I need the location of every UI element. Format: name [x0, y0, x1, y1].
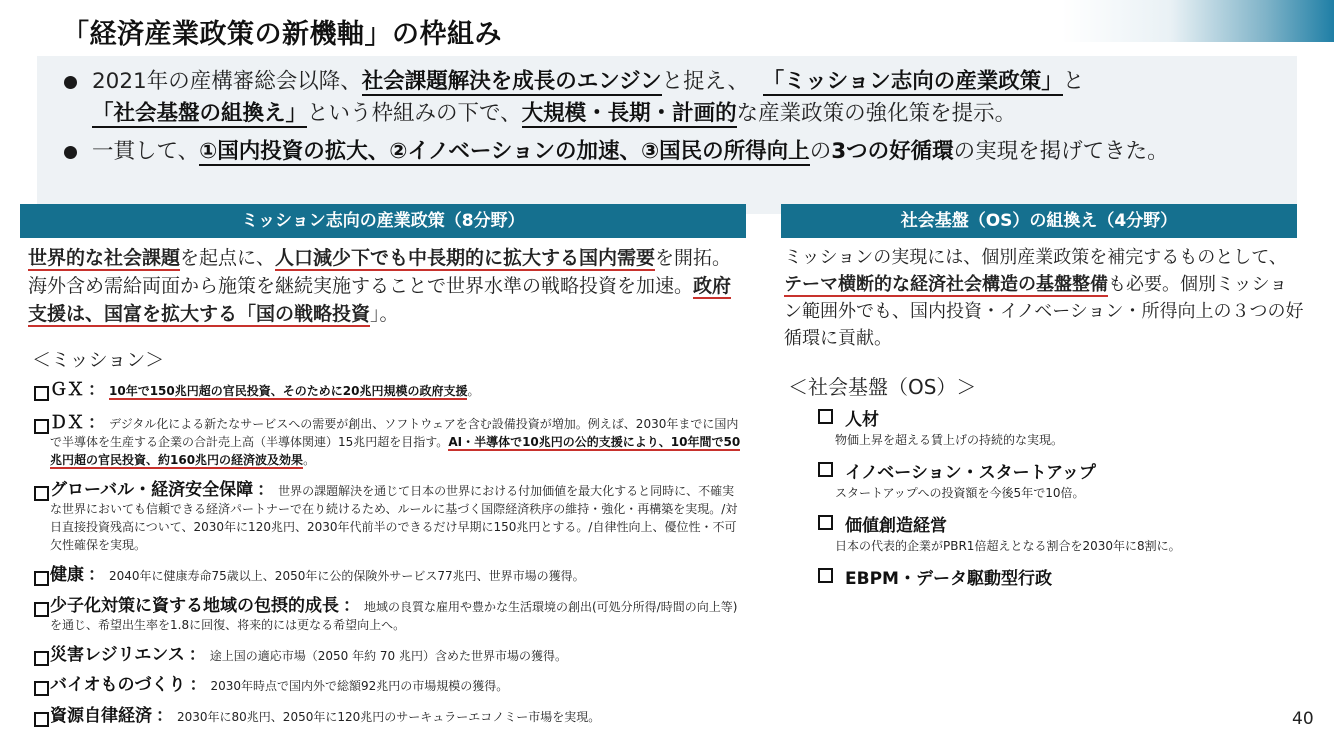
mission-item-disaster-resilience: 災害レジリエンス ： 途上国の適応市場（2050 年約 70 兆円）含めた世界市場の獲得。 — [50, 646, 746, 665]
page-title: 「経済産業政策の新機軸」の枠組み — [62, 19, 502, 50]
mission-item-regional-growth: 少子化対策に資する地域の包摂的成長 ： 地域の良質な雇用や豊かな生活環境の創出(可処分所得/時間の向上等)を通じ、希望出生率を1.8に回復、将来的には更なる希望向上へ。 — [50, 597, 746, 634]
mission-subheading: ＜ミッション＞ — [32, 349, 165, 371]
mission-item-dx: ＤＸ ： デジタル化による新たなサービスへの需要が創出、ソフトウェアを含む設備投資が増加。例えば、2030年までに国内で半導体を生産する企業の合計売上高（半導体関連）15兆円超を目指す。AI・半導体で10兆円の公的支援により、10年間で50兆円超の官民投資、約160兆円の経済波及効果。 — [50, 414, 746, 469]
mission-policy-lead: 世界的な社会課題を起点に、人口減少下でも中長期的に拡大する国内需要を開拓。海外含め需給両面から施策を継続実施することで世界水準の戦略投資を加速。政府支援は、国富を拡大する「国の戦略投資」。 — [28, 247, 732, 325]
checkbox-icon — [34, 419, 49, 434]
bullet-icon — [64, 146, 77, 159]
os-reform-lead: ミッションの実現には、個別産業政策を補完するものとして、テーマ横断的な経済社会構造の基盤整備も必要。個別ミッション範囲外でも、国内投資・イノベーション・所得向上の３つの好循環に貢献。 — [784, 247, 1304, 349]
bullet-icon — [64, 76, 77, 89]
checkbox-icon — [34, 602, 49, 617]
checkbox-icon — [818, 462, 833, 477]
checkbox-icon — [818, 409, 833, 424]
checkbox-icon — [34, 571, 49, 586]
os-reform-header: 社会基盤（OS）の組換え（4分野） — [781, 204, 1297, 238]
summary-bullet-1-text: 2021年の産構審総会以降、社会課題解決を成長のエンジンと捉え、 「ミッション志向の産業政策」と 「社会基盤の組換え」という枠組みの下で、大規模・長期・計画的な産業政策の強化策を提示。 — [92, 69, 1085, 126]
checkbox-icon — [34, 651, 49, 666]
mission-item-resource-autonomy: 資源自律経済 ： 2030年に80兆円、2050年に120兆円のサーキュラーエコノミー市場を実現。 — [50, 707, 746, 726]
checkbox-icon — [818, 568, 833, 583]
checkbox-icon — [34, 681, 49, 696]
summary-bullet-2-text: 一貫して、①国内投資の拡大、②イノベーションの加速、③国民の所得向上の3つの好循環の実現を掲げてきた。 — [92, 139, 1169, 164]
checkbox-icon — [34, 712, 49, 727]
os-subheading: ＜社会基盤（OS）＞ — [788, 375, 977, 399]
page-number: 40 — [1292, 709, 1314, 729]
summary-panel — [37, 56, 1297, 214]
checkbox-icon — [818, 515, 833, 530]
header-decoration-bar — [1062, 0, 1334, 42]
mission-item-gx: ＧＸ ： 10年で150兆円超の官民投資、そのために20兆円規模の政府支援。 — [50, 381, 746, 400]
mission-policy-header: ミッション志向の産業政策（8分野） — [20, 204, 746, 238]
mission-item-bio-manufacturing: バイオものづくり ： 2030年時点で国内外で総額92兆円の市場規模の獲得。 — [50, 676, 746, 695]
checkbox-icon — [34, 386, 49, 401]
checkbox-icon — [34, 486, 49, 501]
mission-item-global-economic-security: グローバル・経済安全保障 ： 世界の課題解決を通じて日本の世界における付加価値を最大化すると同時に、不確実な世界においても信頼できる経済パートナーで在り続けるため、ルールに基づく国際経済秩序の維持・強化・再構築を実現。/対日直接投資残高について、2030年に120兆円、2030年代前半のできるだけ早期に150兆円とする。/自律性向上、優位性・不可欠性確保を実現。 — [50, 481, 746, 554]
mission-item-health: 健康 ： 2040年に健康寿命75歳以上、2050年に公的保険外サービス77兆円、世界市場の獲得。 — [50, 566, 746, 585]
